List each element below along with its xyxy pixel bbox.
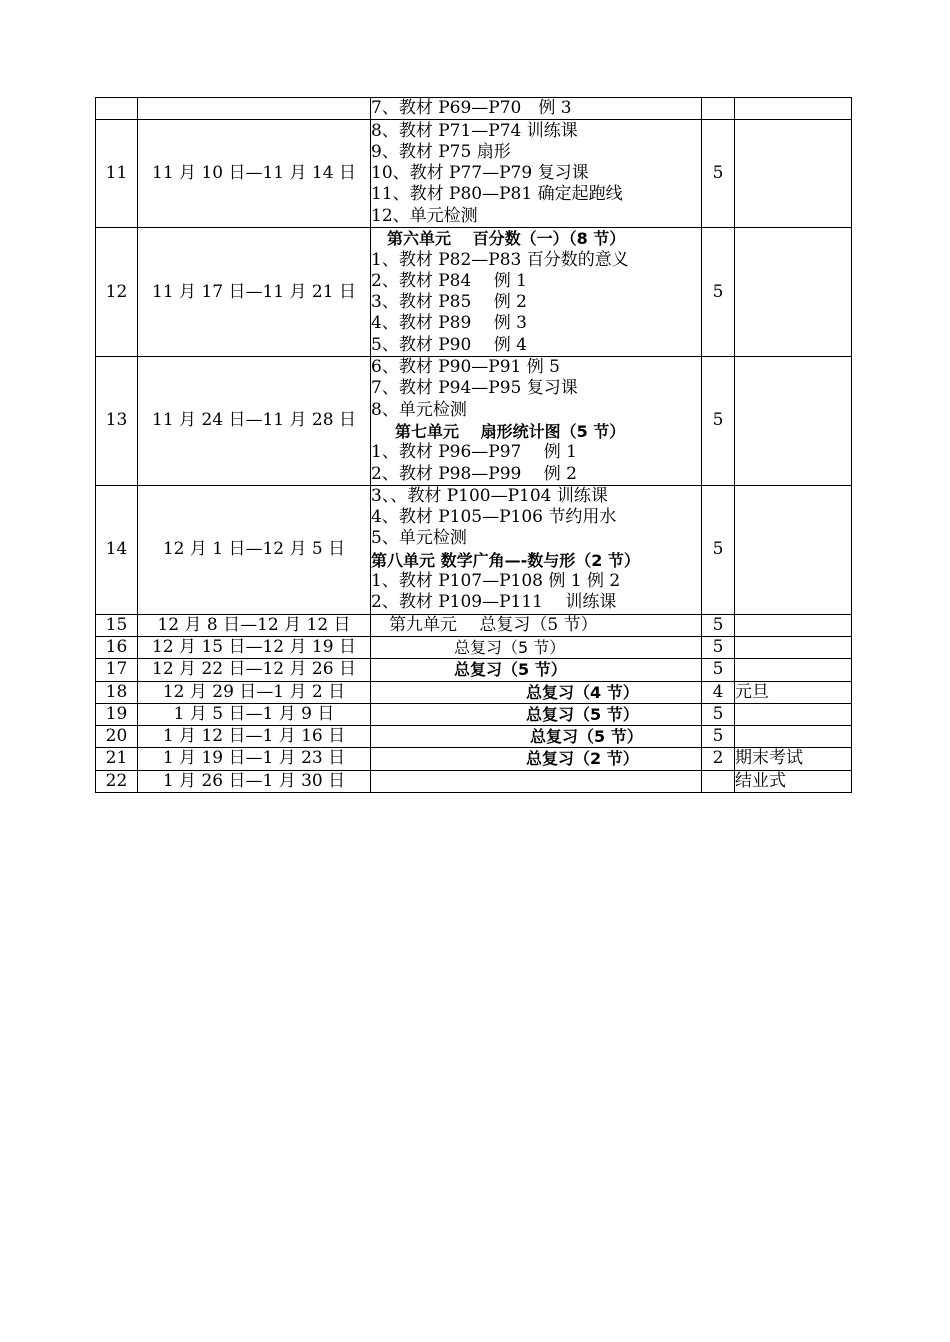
note-cell [735, 726, 852, 748]
content-cell [371, 614, 702, 636]
note-cell [735, 614, 852, 636]
content-line: 2、教材 P84 例 1 [371, 270, 527, 291]
table-row [96, 770, 852, 792]
content-cell [371, 726, 702, 748]
table-row [96, 681, 852, 703]
content-line: 第九单元 总复习（5 节） [389, 614, 598, 635]
date-cell: 11 月 17 日—11 月 21 日 [138, 228, 371, 357]
unit-heading: 第七单元 扇形统计图（5 节） [395, 421, 626, 441]
content-cell [371, 748, 702, 770]
note-cell [735, 485, 852, 614]
content-line: 1、教材 P96—P97 例 1 [371, 442, 577, 463]
week-cell: 11 [96, 120, 138, 228]
week-cell: 22 [96, 770, 138, 792]
content-line: 总复习（5 节） [526, 704, 639, 724]
hours-cell: 5 [702, 726, 735, 748]
hours-cell: 5 [702, 228, 735, 357]
hours-cell [702, 770, 735, 792]
content-line: 1、教材 P82—P83 百分数的意义 [371, 249, 629, 270]
date-cell: 1 月 5 日—1 月 9 日 [138, 703, 371, 725]
date-cell: 12 月 15 日—12 月 19 日 [138, 636, 371, 658]
table-row [96, 748, 852, 770]
hours-cell: 5 [702, 614, 735, 636]
table-row [96, 703, 852, 725]
hours-cell: 5 [702, 485, 735, 614]
content-line: 1、教材 P107—P108 例 1 例 2 [371, 571, 621, 592]
date-cell: 1 月 26 日—1 月 30 日 [138, 770, 371, 792]
content-cell [371, 357, 702, 486]
content-line: 总复习（5 节） [454, 637, 566, 657]
note-cell [735, 703, 852, 725]
content-cell [371, 659, 702, 681]
hours-cell: 5 [702, 659, 735, 681]
table-row [96, 357, 852, 486]
date-cell: 1 月 12 日—1 月 16 日 [138, 726, 371, 748]
week-cell: 16 [96, 636, 138, 658]
content-line: 12、单元检测 [371, 205, 478, 226]
table-row [96, 98, 852, 120]
content-line: 6、教材 P90—P91 例 5 [371, 357, 560, 378]
content-line: 5、单元检测 [371, 528, 467, 549]
content-line [371, 771, 701, 792]
content-line: 4、教材 P89 例 3 [371, 313, 527, 334]
date-cell: 11 月 24 日—11 月 28 日 [138, 357, 371, 486]
week-cell: 20 [96, 726, 138, 748]
week-cell: 17 [96, 659, 138, 681]
unit-heading: 第八单元 数学广角—-数与形（2 节） [371, 550, 640, 570]
week-cell [96, 98, 138, 120]
table-row [96, 120, 852, 228]
hours-cell [702, 98, 735, 120]
date-cell: 12 月 22 日—12 月 26 日 [138, 659, 371, 681]
content-cell [371, 770, 702, 792]
content-line: 8、教材 P71—P74 训练课 [371, 120, 578, 141]
hours-cell: 5 [702, 636, 735, 658]
content-cell [371, 98, 702, 120]
content-cell [371, 681, 702, 703]
date-cell: 12 月 29 日—1 月 2 日 [138, 681, 371, 703]
date-cell: 12 月 8 日—12 月 12 日 [138, 614, 371, 636]
table-row [96, 726, 852, 748]
date-cell [138, 98, 371, 120]
table-row [96, 485, 852, 614]
note-cell: 结业式 [735, 770, 852, 792]
content-line: 2、教材 P98—P99 例 2 [371, 463, 577, 484]
table-row [96, 659, 852, 681]
date-cell: 12 月 1 日—12 月 5 日 [138, 485, 371, 614]
table-row [96, 636, 852, 658]
content-cell [371, 120, 702, 228]
hours-cell: 5 [702, 357, 735, 486]
note-cell: 期末考试 [735, 748, 852, 770]
content-line: 10、教材 P77—P79 复习课 [371, 163, 589, 184]
content-line: 总复习（2 节） [526, 749, 639, 769]
table-row [96, 614, 852, 636]
note-cell [735, 98, 852, 120]
date-cell: 1 月 19 日—1 月 23 日 [138, 748, 371, 770]
week-cell: 21 [96, 748, 138, 770]
unit-heading: 第六单元 百分数（一）（8 节） [387, 229, 626, 249]
content-line: 2、教材 P109—P111 训练课 [371, 592, 617, 613]
table-row [96, 228, 852, 357]
content-line: 总复习（4 节） [526, 682, 639, 702]
content-line: 总复习（5 节） [530, 727, 643, 747]
note-cell [735, 120, 852, 228]
content-line: 总复习（5 节） [454, 660, 567, 680]
date-cell: 11 月 10 日—11 月 14 日 [138, 120, 371, 228]
content-line: 7、教材 P69—P70 例 3 [371, 98, 572, 118]
hours-cell: 4 [702, 681, 735, 703]
hours-cell: 2 [702, 748, 735, 770]
week-cell: 12 [96, 228, 138, 357]
content-cell [371, 485, 702, 614]
hours-cell: 5 [702, 703, 735, 725]
week-cell: 15 [96, 614, 138, 636]
note-cell: 元旦 [735, 681, 852, 703]
content-line: 3、、教材 P100—P104 训练课 [371, 485, 608, 506]
week-cell: 14 [96, 485, 138, 614]
week-cell: 13 [96, 357, 138, 486]
content-line: 8、单元检测 [371, 399, 467, 420]
note-cell [735, 636, 852, 658]
note-cell [735, 357, 852, 486]
teaching-schedule-table [95, 97, 852, 793]
content-line: 11、教材 P80—P81 确定起跑线 [371, 184, 623, 205]
note-cell [735, 659, 852, 681]
week-cell: 18 [96, 681, 138, 703]
hours-cell: 5 [702, 120, 735, 228]
note-cell [735, 228, 852, 357]
week-cell: 19 [96, 703, 138, 725]
content-cell [371, 228, 702, 357]
content-line: 7、教材 P94—P95 复习课 [371, 378, 578, 399]
content-cell [371, 636, 702, 658]
content-line: 5、教材 P90 例 4 [371, 334, 527, 355]
content-line: 3、教材 P85 例 2 [371, 292, 527, 313]
content-line: 9、教材 P75 扇形 [371, 141, 511, 162]
content-line: 4、教材 P105—P106 节约用水 [371, 507, 617, 528]
content-cell [371, 703, 702, 725]
